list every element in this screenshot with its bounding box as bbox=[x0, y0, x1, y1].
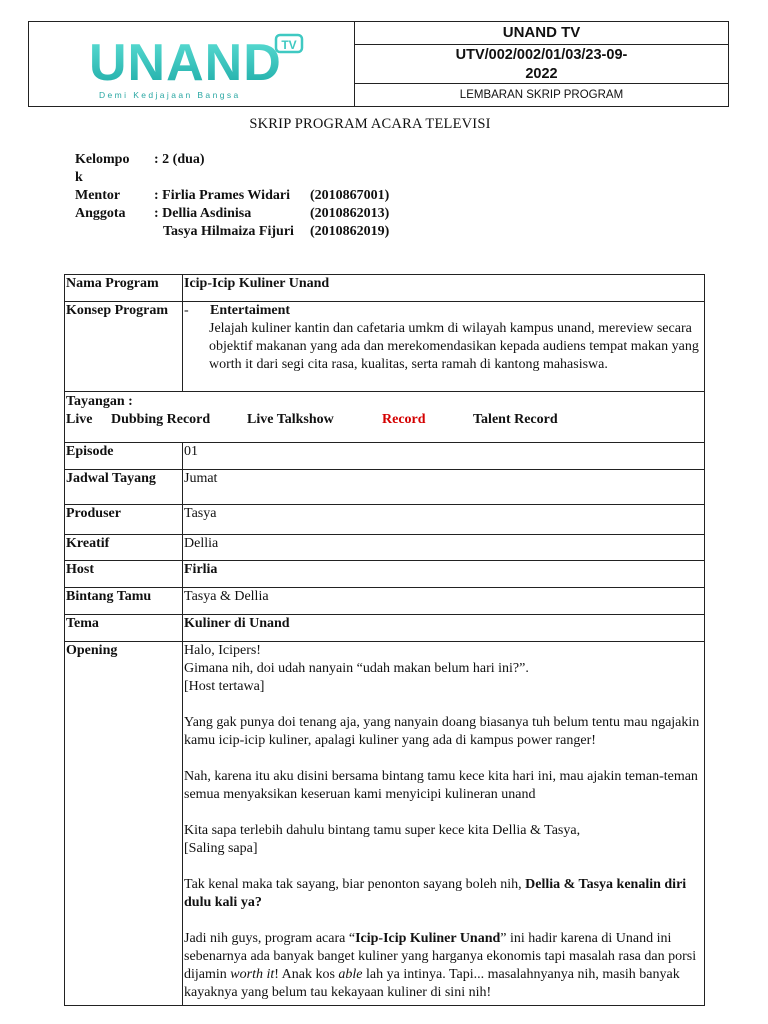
nama-program-label: Nama Program bbox=[65, 275, 183, 302]
program-table bbox=[64, 274, 705, 1006]
opening-label: Opening bbox=[65, 642, 183, 1006]
anggota-1-name: : Dellia Asdinisa bbox=[154, 206, 252, 221]
opening-italic: able bbox=[338, 967, 363, 982]
anggota-label: Anggota bbox=[75, 206, 126, 221]
tayangan-label: Tayangan : bbox=[66, 394, 133, 409]
episode-value: 01 bbox=[183, 443, 705, 470]
bintang-tamu-label: Bintang Tamu bbox=[65, 588, 183, 615]
tayangan-option-record-selected: Record bbox=[382, 412, 426, 427]
table-row bbox=[65, 535, 705, 561]
konsep-cell bbox=[183, 302, 705, 392]
table-row bbox=[65, 302, 705, 392]
konsep-bullet: - bbox=[184, 303, 189, 318]
logo-tv-badge: TV bbox=[281, 38, 297, 52]
opening-paragraph bbox=[184, 876, 703, 912]
host-value: Firlia bbox=[183, 561, 705, 588]
opening-text: ” ini hadir karena di Unand ini sebenarnya ada banyak banget kuliner yang harganya ekonomis tapi masalah rasa dan porsi dijamin bbox=[184, 931, 697, 982]
jadwal-value: Jumat bbox=[183, 470, 705, 505]
opening-line: Kita sapa terlebih dahulu bintang tamu super kece kita Dellia & Tasya, bbox=[184, 823, 581, 838]
table-row bbox=[65, 443, 705, 470]
document-title: SKRIP PROGRAM ACARA TELEVISI bbox=[249, 116, 491, 132]
tayangan-cell bbox=[65, 392, 705, 443]
kelompok-label: Kelompo bbox=[75, 152, 130, 167]
konsep-label: Konsep Program bbox=[65, 302, 183, 392]
header-logo-box bbox=[28, 21, 355, 107]
tema-value: Kuliner di Unand bbox=[183, 615, 705, 642]
opening-text: ! Anak kos bbox=[274, 967, 339, 982]
opening-text: Jadi nih guys, program acara “ bbox=[184, 931, 356, 946]
document-code bbox=[355, 45, 728, 84]
produser-value: Tasya bbox=[183, 505, 705, 535]
table-row bbox=[65, 470, 705, 505]
mentor-nim: (2010867001) bbox=[310, 188, 390, 203]
jadwal-label: Jadwal Tayang bbox=[65, 470, 183, 505]
opening-emphasis: Dellia & Tasya kenalin diri dulu kali ya? bbox=[184, 877, 687, 910]
table-row bbox=[65, 642, 705, 1006]
anggota-2-name: Tasya Hilmaiza Fijuri bbox=[163, 224, 294, 239]
opening-paragraph: Yang gak punya doi tenang aja, yang nanyain doang biasanya tuh belum tentu mau ngajakin kamu icip-icip kuliner, apalagi kuliner yang ada di kampus power ranger! bbox=[184, 715, 700, 748]
anggota-2-nim: (2010862019) bbox=[310, 224, 390, 239]
tayangan-option-live-talkshow: Live Talkshow bbox=[247, 412, 334, 427]
tayangan-option-live: Live bbox=[66, 412, 93, 427]
opening-script bbox=[183, 642, 705, 1006]
sheet-type: LEMBARAN SKRIP PROGRAM bbox=[459, 89, 624, 101]
opening-line: Halo, Icipers! bbox=[184, 643, 261, 658]
nama-program-value: Icip-Icip Kuliner Unand bbox=[183, 275, 705, 302]
mentor-value: : Firlia Prames Widari bbox=[154, 188, 290, 203]
document-code-line1: UTV/002/002/01/03/23-09- bbox=[455, 47, 628, 63]
table-row bbox=[65, 588, 705, 615]
kelompok-value: : 2 (dua) bbox=[154, 152, 205, 167]
document-code-line2: 2022 bbox=[525, 66, 558, 82]
host-label: Host bbox=[65, 561, 183, 588]
table-row bbox=[65, 505, 705, 535]
opening-emphasis: Icip-Icip Kuliner Unand bbox=[355, 931, 501, 946]
opening-italic: worth it bbox=[230, 967, 275, 982]
opening-paragraph bbox=[184, 822, 703, 858]
table-row bbox=[65, 275, 705, 302]
bintang-tamu-value: Tasya & Dellia bbox=[183, 588, 705, 615]
opening-paragraph bbox=[184, 642, 703, 696]
station-name: UNAND TV bbox=[355, 22, 728, 45]
kreatif-label: Kreatif bbox=[65, 535, 183, 561]
opening-line: [Saling sapa] bbox=[184, 841, 258, 856]
opening-paragraph: Nah, karena itu aku disini bersama bintang tamu kece kita hari ini, mau ajakin teman-teman semua menyaksikan keseruan kami menyicipi kulineran unand bbox=[184, 769, 698, 802]
anggota-1-nim: (2010862013) bbox=[310, 206, 390, 221]
opening-paragraph bbox=[184, 930, 703, 1002]
tayangan-option-dubbing-record: Dubbing Record bbox=[111, 412, 211, 427]
kreatif-value: Dellia bbox=[183, 535, 705, 561]
logo-wordmark: UNAND bbox=[89, 34, 282, 92]
kelompok-label-wrap: k bbox=[75, 170, 83, 185]
table-row bbox=[65, 615, 705, 642]
table-row bbox=[65, 392, 705, 443]
mentor-label: Mentor bbox=[75, 188, 121, 203]
table-row bbox=[65, 561, 705, 588]
logo-tagline: Demi Kedjajaan Bangsa bbox=[99, 90, 241, 100]
tema-label: Tema bbox=[65, 615, 183, 642]
opening-text: Tak kenal maka tak sayang, biar penonton sayang boleh nih, bbox=[184, 877, 526, 892]
tayangan-option-talent-record: Talent Record bbox=[473, 412, 558, 427]
konsep-title: Entertaiment bbox=[210, 303, 291, 318]
opening-line: [Host tertawa] bbox=[184, 679, 265, 694]
episode-label: Episode bbox=[65, 443, 183, 470]
konsep-description: Jelajah kuliner kantin dan cafetaria umkm di wilayah kampus unand, mereview secara objektif makanan yang ada dan merekomendasikan kepada audiens tempat makan yang worth it dari segi cita rasa, kualitas, serta ramah di kantong mahasiswa. bbox=[209, 321, 699, 372]
tayangan-options bbox=[66, 411, 703, 429]
produser-label: Produser bbox=[65, 505, 183, 535]
header-info-box bbox=[355, 21, 729, 107]
unand-tv-logo bbox=[89, 32, 309, 102]
opening-text: lah ya intinya. Tapi... masalahnyanya nih, masih banyak kayaknya yang belum tau kekayaan kuliner di sini nih! bbox=[184, 967, 680, 1000]
opening-line: Gimana nih, doi udah nanyain “udah makan belum hari ini?”. bbox=[184, 661, 529, 676]
